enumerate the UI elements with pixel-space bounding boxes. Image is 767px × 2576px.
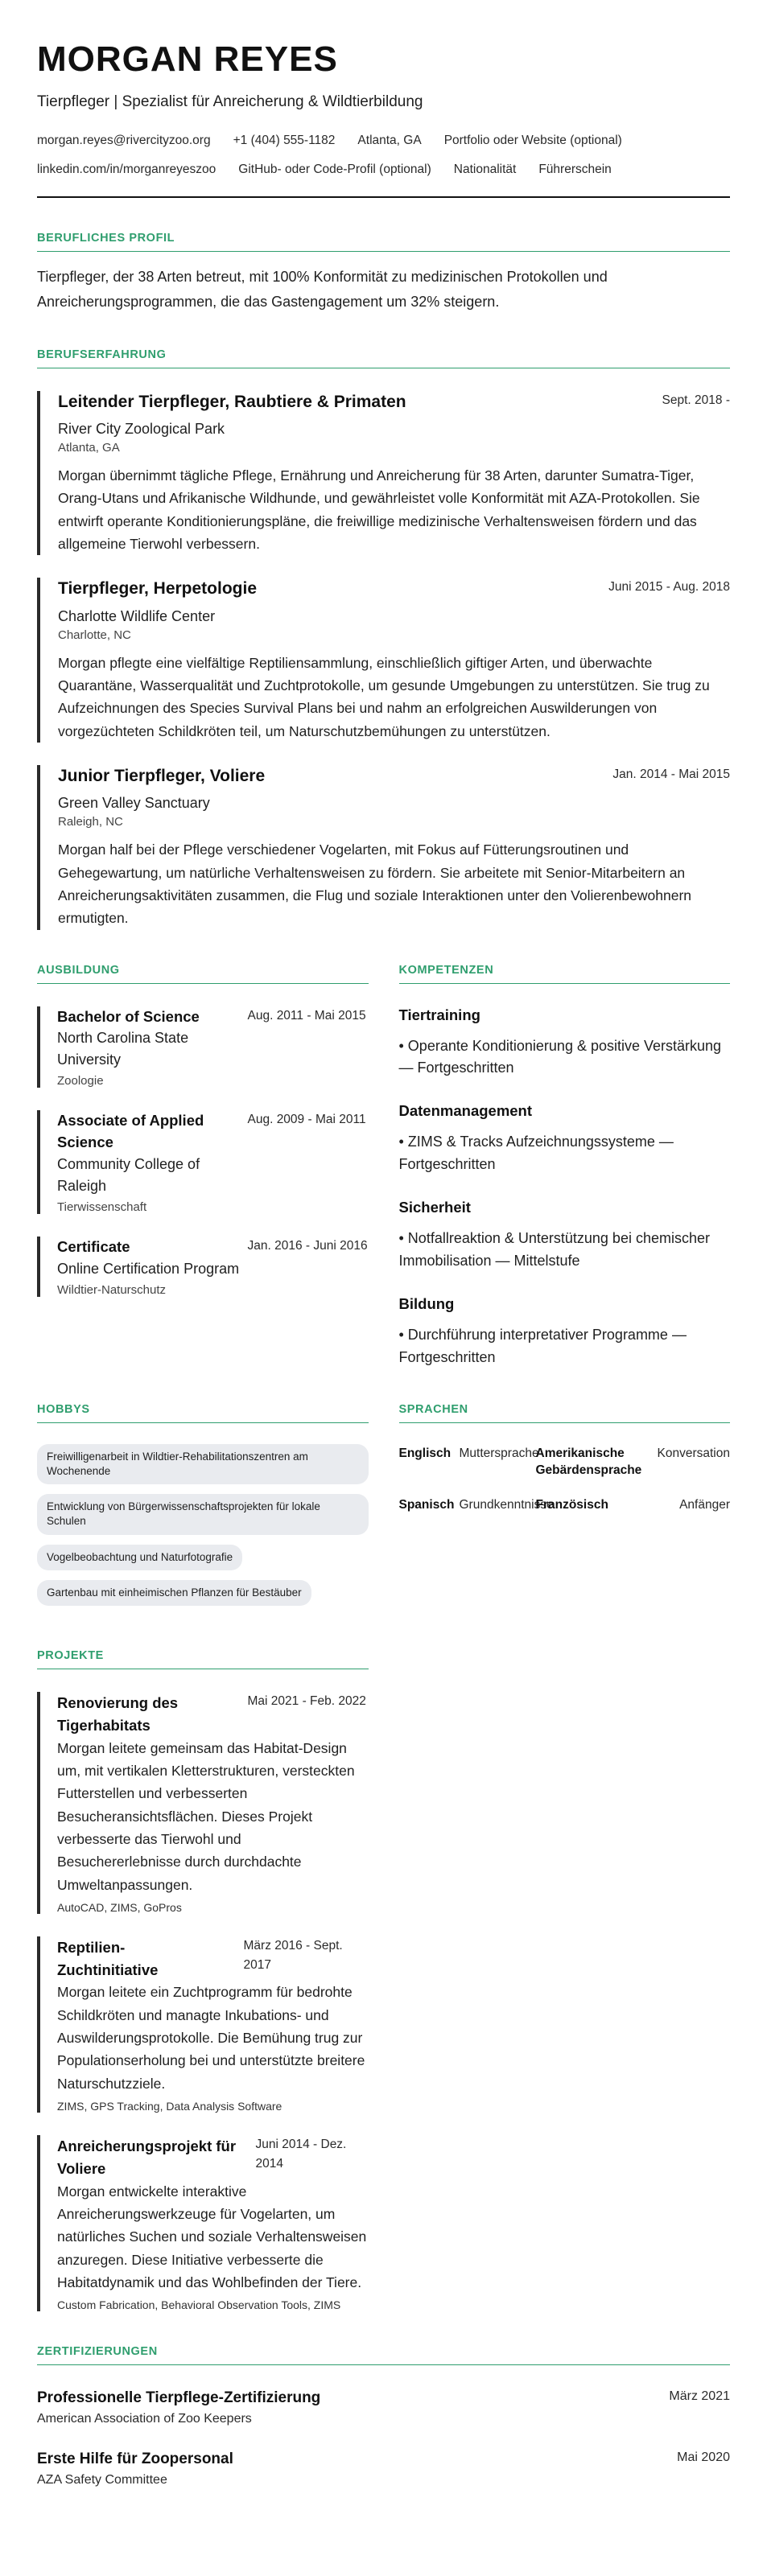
job-employer: River City Zoological Park [58, 420, 225, 437]
language-level: Muttersprache [459, 1446, 539, 1460]
contact-location: Atlanta, GA [357, 134, 422, 148]
certification-name: Professionelle Tierpflege-Zertifizierung [37, 2389, 321, 2407]
education-skills-row [37, 930, 730, 1369]
education-school: Community College of Raleigh [57, 1156, 200, 1195]
section-title-education: AUSBILDUNG [37, 964, 369, 984]
certification-name: Erste Hilfe für Zoopersonal [37, 2450, 233, 2468]
hobbies-column [37, 1369, 369, 1615]
resume-header [37, 40, 730, 198]
language-level: Konversation [657, 1446, 730, 1460]
section-title-skills: KOMPETENZEN [399, 964, 731, 984]
education-field: Tierwissenschaft [57, 1200, 147, 1215]
contact-license: Führerschein [538, 163, 612, 177]
skill-category: Tiertraining [398, 1006, 480, 1023]
skill-category: Datenmanagement [398, 1102, 533, 1120]
project-entry [37, 2135, 369, 2311]
job-title: Junior Tierpfleger, Voliere [58, 766, 266, 785]
education-date: Aug. 2011 - Mai 2015 [247, 1008, 366, 1023]
education-field: Wildtier-Naturschutz [57, 1282, 167, 1297]
education-entry [37, 1237, 369, 1297]
education-entry [37, 1006, 369, 1088]
skill-item: • Operante Konditionierung & positive Verstärkung — Fortgeschritten [398, 1037, 722, 1076]
job-location: Atlanta, GA [58, 440, 120, 455]
header-divider [37, 196, 730, 198]
contact-portfolio[interactable]: Portfolio oder Website (optional) [443, 134, 622, 148]
job-description: Morgan half bei der Pflege verschiedener Vogelarten, mit Fokus auf Fütterungsroutinen und Gehegewartung, um natürliche Verhaltensweisen zu fördern. Sie arbeitete mit Senior-Mitarbeitern an Anreicherungsaktivitäten zusammen, die Flug und soziale Interaktionen unter den Volierenbewohnern ermutigten. [58, 842, 692, 927]
skill-item: • ZIMS & Tracks Aufzeichnungssysteme — Fortgeschritten [398, 1134, 674, 1173]
certification-date: Mai 2020 [677, 2450, 730, 2465]
hobby-chip: Entwicklung von Bürgerwissenschaftsprojekten für lokale Schulen [37, 1494, 369, 1534]
profile-summary: Tierpfleger, der 38 Arten betreut, mit 100% Konformität zu medizinischen Protokollen und Anreicherungsprogrammen, die das Gastengagement um 32% steigern. [37, 269, 608, 310]
contact-info [37, 134, 730, 177]
experience-entry [37, 391, 730, 556]
section-title-projects: PROJEKTE [37, 1649, 369, 1669]
skill-item: • Durchführung interpretativer Programme — Fortgeschritten [398, 1326, 687, 1365]
section-title-profile: BERUFLICHES PROFIL [37, 232, 730, 252]
job-title: Leitender Tierpfleger, Raubtiere & Primaten [58, 392, 406, 411]
project-title: Renovierung des Tigerhabitats [57, 1694, 179, 1734]
education-degree: Associate of Applied Science [57, 1112, 204, 1151]
projects-column [37, 1615, 369, 2311]
section-title-languages: SPRACHEN [399, 1403, 731, 1423]
contact-github[interactable]: GitHub- oder Code-Profil (optional) [238, 163, 431, 177]
job-date: Jan. 2014 - Mai 2015 [612, 767, 730, 781]
language-level: Anfänger [679, 1497, 730, 1512]
education-date: Aug. 2009 - Mai 2011 [247, 1113, 366, 1127]
job-date: Sept. 2018 - [662, 393, 730, 407]
job-description: Morgan pflegte eine vielfältige Reptiliensammlung, einschließlich giftiger Arten, und überwachte Quarantäne, Wasserqualität und Zuchtprotokolle, um gesunde Umgebungen zu unterstützen. Sie trug zu Aufzeichnungen des Species Survival Plans bei und nahm an erfolgreichen Auswilderungen von vorgezüchteten Schildkröten teil, um Naturschutzbemühungen zu unterstützen. [58, 654, 710, 739]
certification-issuer: AZA Safety Committee [37, 2473, 167, 2488]
language-list [399, 1446, 731, 1514]
projects-row [37, 1615, 730, 2311]
project-description: Morgan leitete ein Zuchtprogramm für bedrohte Schildkröten und managte Inkubations- und Auswilderungsprotokolle. Die Bemühung trug zur Populationserholung bei und unterstützte breitere Naturschutzziele. [57, 1984, 365, 2092]
job-date: Juni 2015 - Aug. 2018 [608, 580, 730, 595]
contact-email[interactable]: morgan.reyes@rivercityzoo.org [37, 134, 211, 148]
project-entry [37, 1692, 369, 1914]
job-employer: Green Valley Sanctuary [58, 795, 210, 812]
project-title: Reptilien-Zuchtinitiative [57, 1938, 159, 1978]
hobby-chip: Gartenbau mit einheimischen Pflanzen für Bestäuber [37, 1580, 311, 1606]
languages-column [399, 1369, 731, 1615]
education-school: North Carolina State University [57, 1030, 189, 1068]
project-entry [37, 1936, 369, 2113]
job-description: Morgan übernimmt tägliche Pflege, Ernährung und Anreicherung für 38 Arten, darunter Sumatra-Tiger, Orang-Utans und Afrikanische Wildhunde, und gewährleistet volle Konformität mit AZA-Protokollen. Sie entwirft operante Konditionierungspläne, die freiwillige medizinische Verhaltensweisen fördern und das allgemeine Tierwohl verbessern. [58, 467, 700, 552]
project-date: Mai 2021 - Feb. 2022 [247, 1694, 366, 1709]
project-description: Morgan entwickelte interaktive Anreicherungswerkzeuge für Vogelarten, um natürliches Suchen und soziale Verhaltensweisen anzuregen. Diese Initiative verbesserte die Habitatdynamik und das Wohlbefinden der Tiere. [57, 2183, 367, 2291]
job-location: Raleigh, NC [58, 815, 123, 829]
contact-linkedin[interactable]: linkedin.com/in/morganreyeszoo [37, 163, 216, 177]
education-field: Zoologie [57, 1074, 104, 1088]
language-level: Grundkenntnisse [459, 1497, 554, 1512]
section-title-hobbies: HOBBYS [37, 1403, 369, 1423]
education-column [37, 930, 369, 1369]
project-tools: ZIMS, GPS Tracking, Data Analysis Software [57, 2100, 282, 2113]
education-entry [37, 1110, 369, 1214]
skill-item: • Notfallreaktion & Unterstützung bei chemischer Immobilisation — Mittelstufe [398, 1230, 710, 1269]
project-description: Morgan leitete gemeinsam das Habitat-Design um, mit vertikalen Kletterstrukturen, versteckten Futterstellen und verbesserten Besucheransichtsflächen. Dieses Projekt verbesserte das Tierwohl und Besuchererlebnisse durch durchdachte Umweltanpassungen. [57, 1739, 355, 1893]
project-tools: AutoCAD, ZIMS, GoPros [57, 1900, 182, 1914]
skill-category: Bildung [398, 1294, 455, 1312]
certification-entry [37, 2450, 730, 2488]
language-name: Spanisch [398, 1497, 455, 1512]
project-date: März 2016 - Sept. 2017 [243, 1938, 343, 1972]
education-date: Jan. 2016 - Juni 2016 [247, 1239, 368, 1253]
section-title-experience: BERUFSERFAHRUNG [37, 348, 730, 368]
job-title: Tierpfleger, Herpetologie [58, 579, 258, 599]
project-date: Juni 2014 - Dez. 2014 [255, 2138, 347, 2171]
experience-entry [37, 765, 730, 930]
job-location: Charlotte, NC [58, 628, 131, 642]
section-title-certifications: ZERTIFIZIERUNGEN [37, 2345, 730, 2365]
language-name: Französisch [535, 1497, 608, 1512]
hobby-chip: Vogelbeobachtung und Naturfotografie [37, 1545, 242, 1570]
candidate-name: MORGAN REYES [37, 39, 338, 79]
skill-category: Sicherheit [398, 1199, 471, 1216]
hobby-chip: Freiwilligenarbeit in Wildtier-Rehabilitationszentren am Wochenende [37, 1444, 369, 1484]
education-degree: Bachelor of Science [57, 1007, 200, 1025]
certification-date: März 2021 [669, 2389, 730, 2404]
language-name: Englisch [398, 1446, 452, 1460]
contact-nationality: Nationalität [453, 163, 517, 177]
job-employer: Charlotte Wildlife Center [58, 607, 216, 624]
education-school: Online Certification Program [57, 1260, 240, 1277]
certification-entry [37, 2389, 730, 2426]
experience-entry [37, 578, 730, 743]
skills-column [399, 930, 731, 1369]
education-degree: Certificate [57, 1238, 130, 1256]
language-name: Amerikanische Gebärdensprache [535, 1446, 642, 1477]
project-title: Anreicherungsprojekt für Voliere [57, 2138, 237, 2177]
contact-phone[interactable]: +1 (404) 555-1182 [233, 134, 336, 148]
hobby-list [37, 1444, 369, 1615]
project-tools: Custom Fabrication, Behavioral Observation Tools, ZIMS [57, 2298, 341, 2312]
certification-issuer: American Association of Zoo Keepers [37, 2412, 252, 2426]
projects-spacer [399, 1615, 731, 2311]
hobbies-languages-row [37, 1369, 730, 1615]
candidate-subtitle: Tierpfleger | Spezialist für Anreicherung & Wildtierbildung [37, 93, 423, 111]
